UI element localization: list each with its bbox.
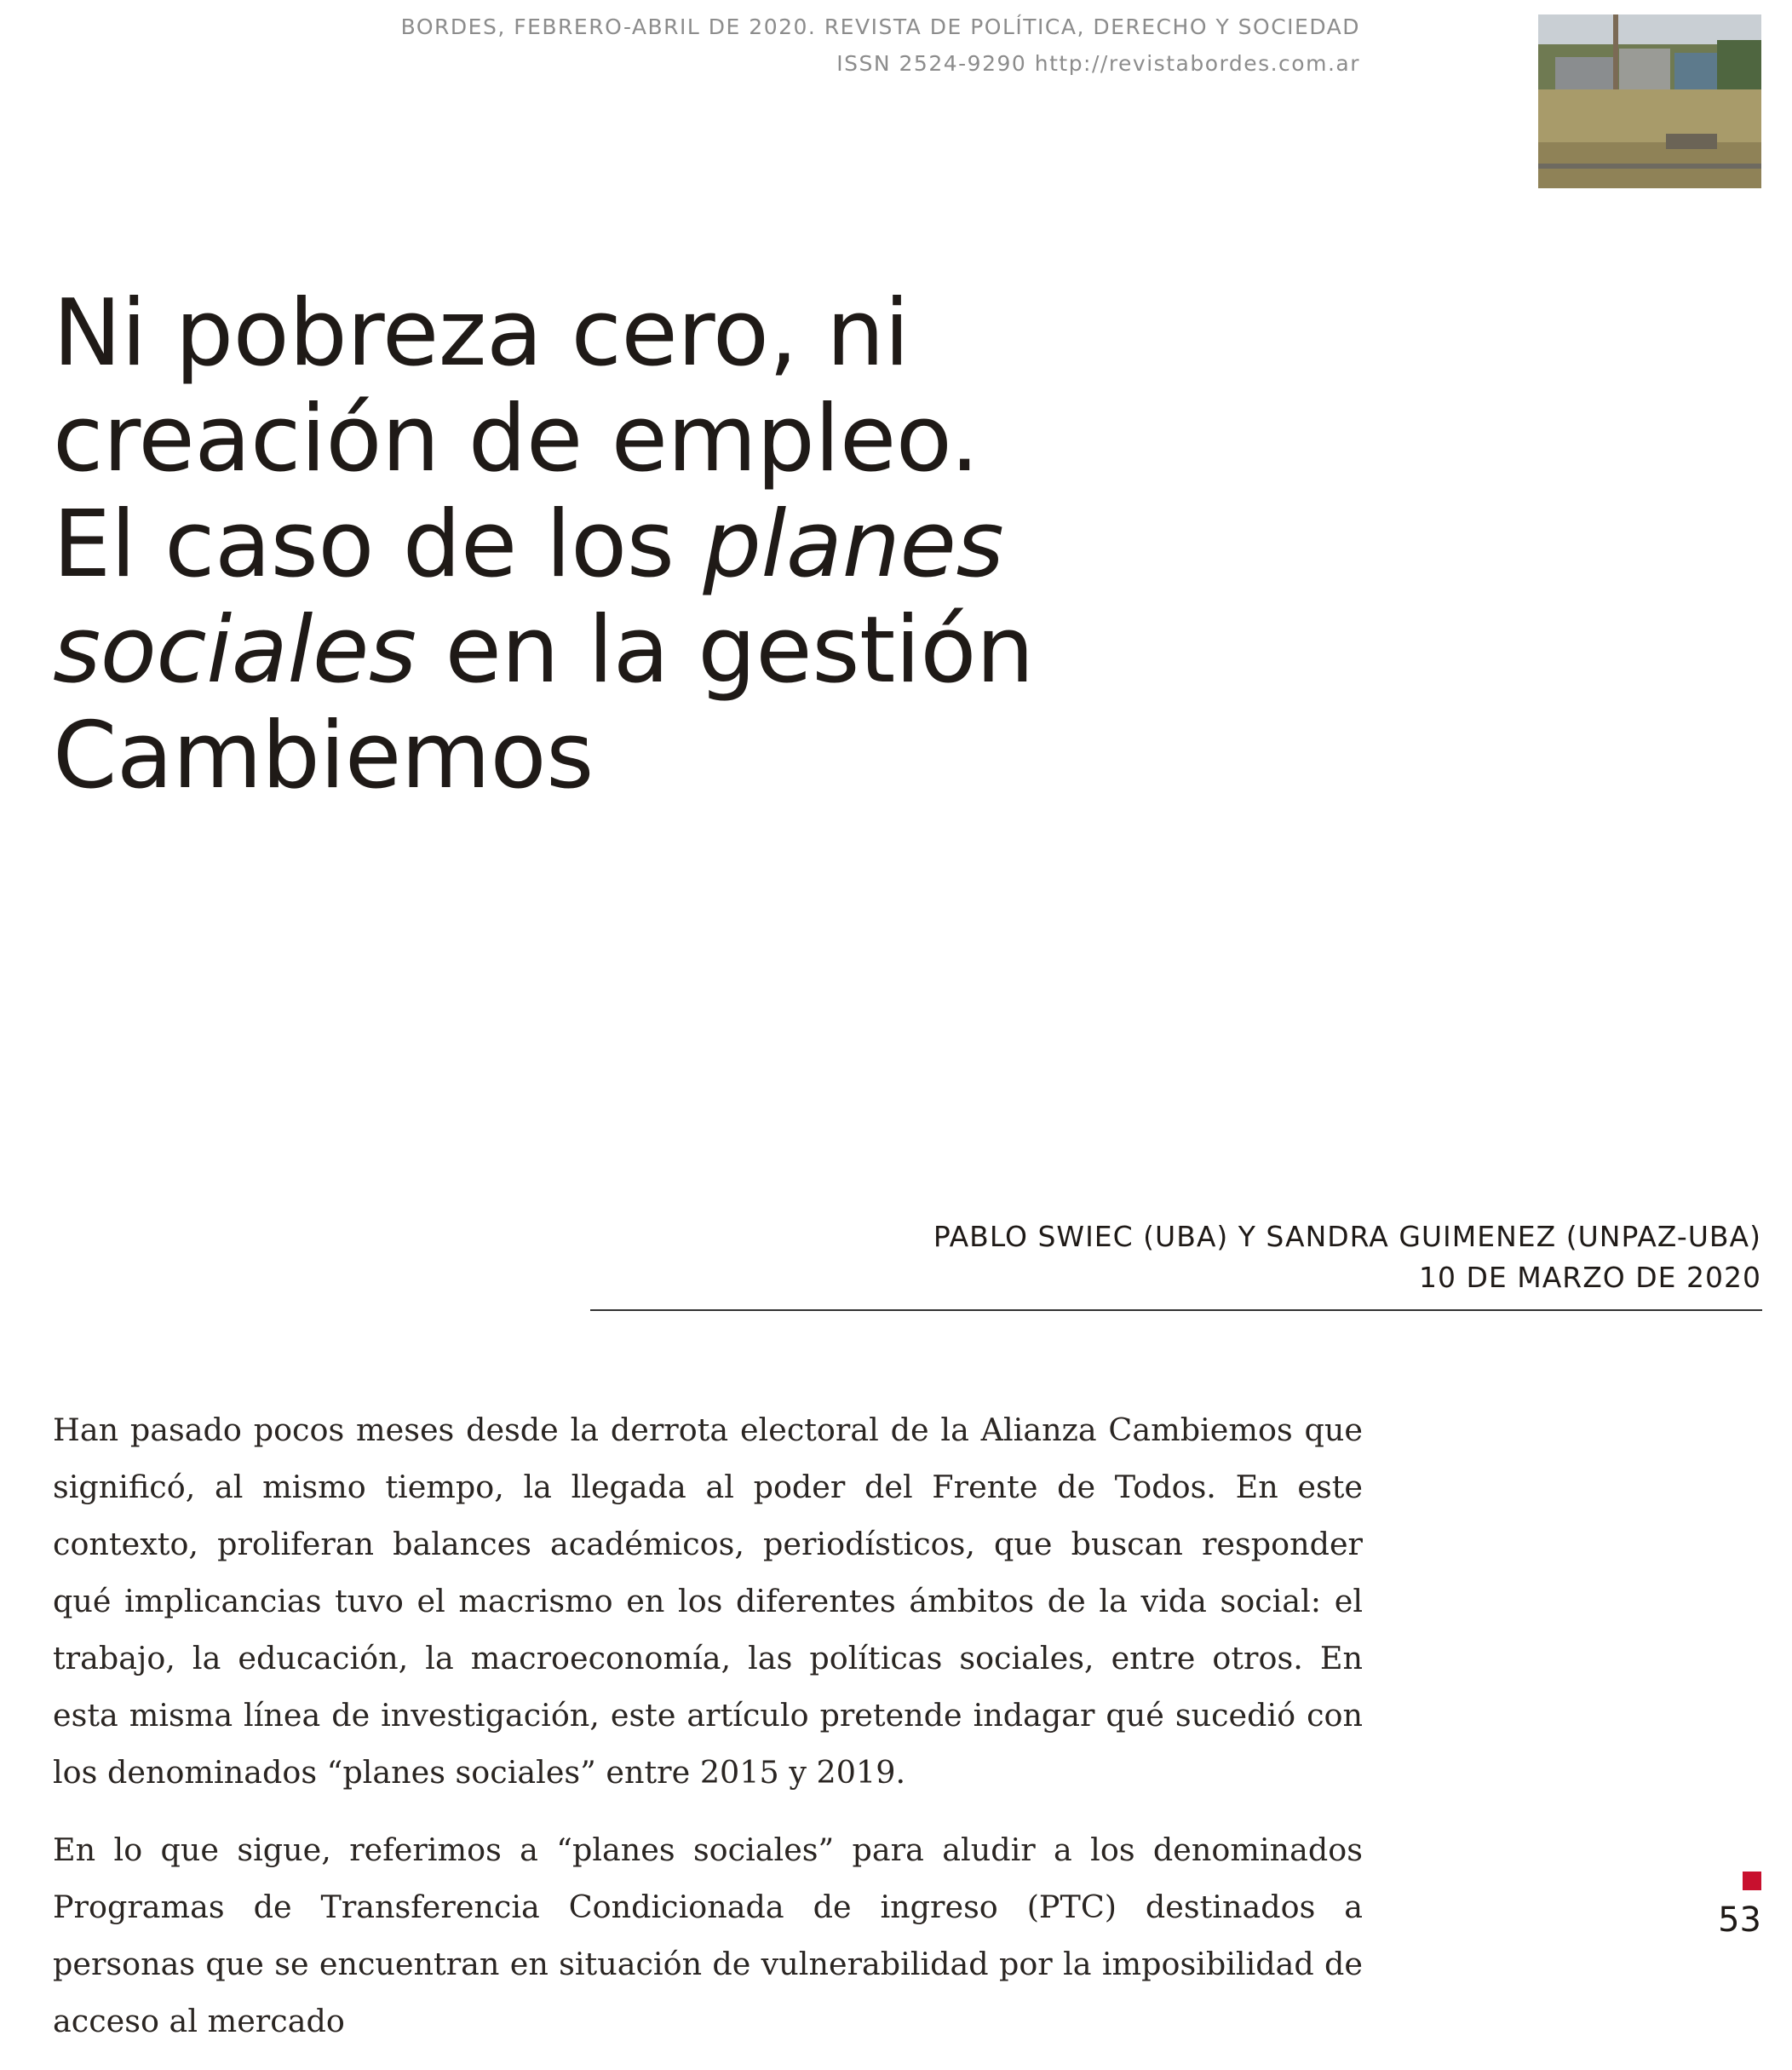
title-line-3 <box>53 492 1160 598</box>
header-thumbnail-photo <box>1538 14 1761 188</box>
byline-divider <box>590 1309 1762 1311</box>
title-line-5: Cambiemos <box>53 703 594 809</box>
journal-header-line1: BORDES, FEBRERO-ABRIL DE 2020. REVISTA DE POLÍTICA, DERECHO Y SOCIEDAD <box>400 14 1360 39</box>
journal-header-issn: ISSN 2524-9290 http://revistabordes.com.ar <box>836 51 1360 76</box>
body-paragraph-2: En lo que sigue, referimos a “planes sociales” para aludir a los denominados Programas de Transferencia Condicionada de ingreso (PTC) destinados a personas que se encuentran en situación de vulnerabilidad por la imposibilidad de acceso al mercado <box>53 1831 1363 2039</box>
title-line-3-emphasis: planes <box>703 492 1004 598</box>
article-body <box>53 1401 1363 2070</box>
title-line-4 <box>53 598 1160 704</box>
title-line-3-text: El caso de los <box>53 492 704 598</box>
page-number: 53 <box>1718 1900 1761 1940</box>
article-byline <box>933 1216 1761 1298</box>
title-line-2: creación de empleo. <box>53 386 979 492</box>
article-authors: PABLO SWIEC (UBA) Y SANDRA GUIMENEZ (UNPAZ-UBA) <box>933 1220 1761 1253</box>
journal-header <box>401 9 1360 82</box>
thumbnail-illustration <box>1538 14 1761 188</box>
body-paragraph-1: Han pasado pocos meses desde la derrota electoral de la Alianza Cambiemos que significó, al mismo tiempo, la llegada al poder del Frente de Todos. En este contexto, proliferan balances académicos, periodísticos, que buscan responder qué implicancias tuvo el macrismo en los diferentes ámbitos de la vida social: el trabajo, la educación, la macroeconomía, las políticas sociales, entre otros. En esta misma línea de investigación, este artículo pretende indagar qué sucedió con los denominados “planes sociales” entre 2015 y 2019. <box>53 1412 1363 1791</box>
title-line-4-text: en la gestión <box>416 597 1034 704</box>
page-marker-square <box>1743 1872 1761 1890</box>
article-title <box>53 281 1160 809</box>
article-date: 10 DE MARZO DE 2020 <box>1418 1261 1761 1294</box>
title-line-4-emphasis: sociales <box>53 597 416 704</box>
title-line-1: Ni pobreza cero, ni <box>53 280 910 387</box>
